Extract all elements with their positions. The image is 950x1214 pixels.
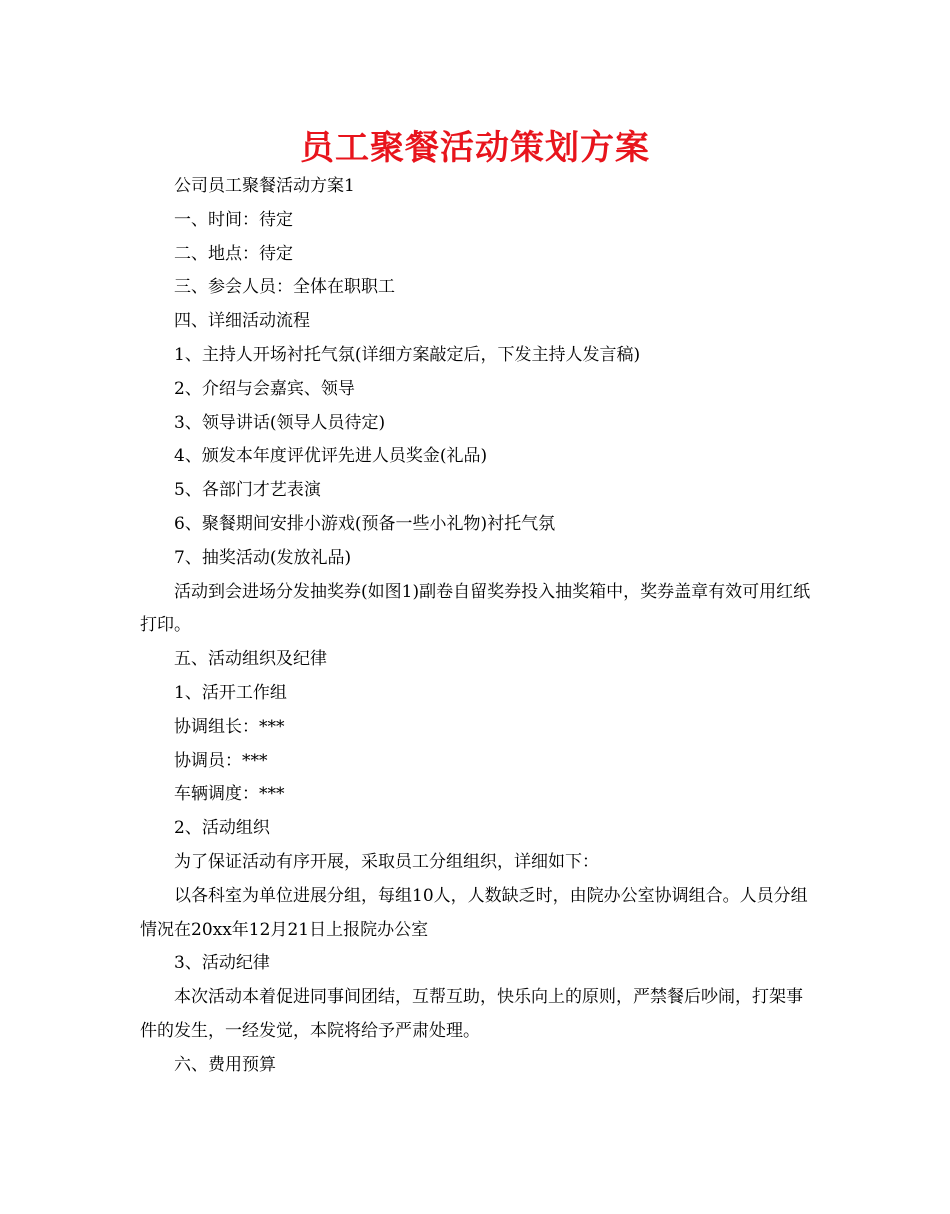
paragraph: 6、聚餐期间安排小游戏(预备一些小礼物)衬托气氛 — [174, 513, 556, 534]
paragraph: 四、详细活动流程 — [174, 311, 310, 332]
paragraph: 3、领导讲话(领导人员待定) — [174, 412, 386, 433]
paragraph: 为了保证活动有序开展，采取员工分组组织，详细如下： — [174, 851, 599, 872]
paragraph: 协调员：*** — [174, 750, 268, 771]
paragraph: 5、各部门才艺表演 — [174, 480, 321, 501]
paragraph: 六、费用预算 — [174, 1054, 276, 1075]
document-body — [140, 170, 812, 1083]
paragraph: 本次活动本着促进同事间团结，互帮互助，快乐向上的原则，严禁餐后吵闹，打架事件的发生，一经发觉，本院将给予严肃处理。 — [140, 987, 803, 1041]
paragraph: 2、介绍与会嘉宾、领导 — [174, 378, 355, 399]
paragraph: 以各科室为单位进展分组，每组10人，人数缺乏时，由院办公室协调组合。人员分组情况在20xx年12月21日上报院办公室 — [140, 885, 808, 940]
paragraph: 协调组长：*** — [174, 716, 285, 737]
paragraph: 活动到会进场分发抽奖券(如图1)副卷自留奖券投入抽奖箱中，奖券盖章有效可用红纸打印。 — [140, 581, 811, 636]
paragraph: 7、抽奖活动(发放礼品) — [174, 547, 352, 568]
paragraph: 一、时间：待定 — [174, 209, 293, 230]
document-title: 员工聚餐活动策划方案 — [300, 128, 650, 168]
paragraph: 二、地点：待定 — [174, 243, 293, 264]
paragraph: 1、主持人开场衬托气氛(详细方案敲定后，下发主持人发言稿) — [174, 344, 641, 365]
paragraph: 2、活动组织 — [174, 818, 270, 839]
paragraph: 1、活开工作组 — [174, 682, 287, 703]
paragraph: 3、活动纪律 — [174, 953, 270, 974]
paragraph: 4、颁发本年度评优评先进人员奖金(礼品) — [174, 446, 488, 467]
paragraph: 车辆调度：*** — [174, 784, 285, 805]
paragraph: 公司员工聚餐活动方案1 — [174, 176, 355, 196]
paragraph: 五、活动组织及纪律 — [174, 649, 327, 670]
paragraph: 三、参会人员：全体在职职工 — [174, 277, 395, 298]
